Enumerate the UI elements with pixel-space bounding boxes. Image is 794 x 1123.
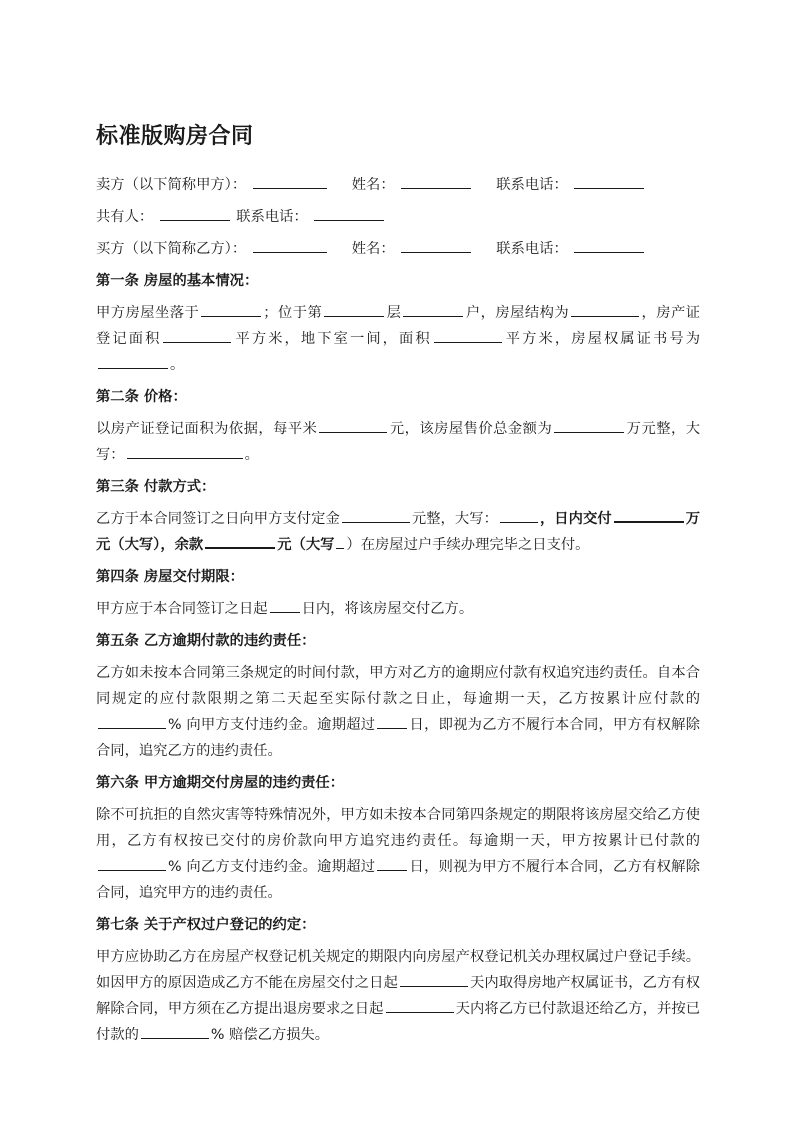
article-3-body: 乙方于本合同签订之日向甲方支付定金 元整，大写： ，日内交付 万元（大写），余款 元（大写 ）在房屋过户手续办理完毕之日支付。 (96, 506, 700, 558)
buyer-label: 买方（以下简称乙方）： (96, 241, 247, 257)
document-title: 标准版购房合同 (96, 124, 254, 149)
floor-blank[interactable] (324, 301, 384, 317)
seller-label: 卖方（以下简称甲方）： (96, 177, 247, 193)
buyer-penalty-rate-blank[interactable] (98, 713, 166, 729)
buyer-phone-label: 联系电话： (496, 241, 568, 257)
coowner-label: 共有人： (96, 209, 154, 225)
balance-words-blank[interactable] (336, 533, 344, 549)
article-7-body: 甲方应协助乙方在房屋产权登记机关规定的期限内向房屋产权登记机关办理权属过户登记手续。如因甲方的原因造成乙方不能在房屋交付之日起 天内取得房地产权属证书，乙方有权解除合同，甲方须在乙方提出退房要求之日起 天内将乙方已付款退还给乙方，并按已付款的 % 赔偿乙方损失。 (96, 949, 701, 1043)
article-3-heading: 第三条 付款方式： (96, 479, 216, 495)
balance-blank[interactable] (205, 532, 275, 549)
delivery-days-blank[interactable] (270, 597, 300, 613)
seller-name-label: 姓名： (351, 177, 395, 193)
seller-overdue-days-blank[interactable] (377, 855, 407, 871)
coowner-blank[interactable] (160, 205, 230, 221)
buyer-name-label: 姓名： (351, 241, 395, 257)
article-4-heading: 第四条 房屋交付期限： (96, 569, 244, 585)
refund-days-blank[interactable] (386, 997, 454, 1013)
unit-price-blank[interactable] (319, 417, 387, 433)
compensation-rate-blank[interactable] (141, 1023, 209, 1039)
coowner-phone-blank[interactable] (314, 205, 384, 221)
article-6-body: 除不可抗拒的自然灾害等特殊情况外，甲方如未按本合同第四条规定的期限将该房屋交给乙方使用，乙方有权按已交付的房价款向甲方追究违约责任。每逾期一天，甲方按累计已付款的% 向乙方支付违约金。逾期超过 日，则视为甲方不履行本合同，乙方有权解除合同，追究甲方的违约责任。 (96, 807, 700, 901)
total-price-blank[interactable] (554, 417, 624, 433)
coowner-line (96, 204, 700, 230)
seller-phone-label: 联系电话： (496, 177, 568, 193)
total-price-words-blank[interactable] (127, 443, 243, 459)
title-certificate-days-blank[interactable] (400, 971, 468, 987)
seller-name-blank[interactable] (401, 173, 471, 189)
buyer-line (96, 236, 700, 262)
basement-area-blank[interactable] (434, 327, 502, 343)
seller-blank[interactable] (253, 173, 327, 189)
certificate-number-blank[interactable] (98, 353, 168, 369)
seller-line (96, 172, 700, 198)
area-blank[interactable] (163, 327, 231, 343)
location-blank[interactable] (201, 301, 261, 317)
article-1-body: 甲方房屋坐落于 ；位于第 层 户，房屋结构为 ，房产证登记面积 平方米，地下室一间，面积 平方米，房屋权属证书号为。 (96, 300, 700, 378)
article-2-heading: 第二条 价格： (96, 389, 187, 405)
buyer-overdue-days-blank[interactable] (377, 713, 407, 729)
article-7-heading: 第七条 关于产权过户登记的约定： (96, 917, 316, 933)
coowner-phone-label: 联系电话： (236, 209, 308, 225)
deposit-words-blank[interactable] (500, 507, 538, 523)
installment-blank[interactable] (614, 506, 684, 523)
seller-penalty-rate-blank[interactable] (98, 855, 166, 871)
article-4-body: 甲方应于本合同签订之日起 日内，将该房屋交付乙方。 (96, 596, 700, 622)
buyer-phone-blank[interactable] (574, 237, 644, 253)
deposit-blank[interactable] (342, 507, 410, 523)
article-5-body: 乙方如未按本合同第三条规定的时间付款，甲方对乙方的逾期应付款有权追究违约责任。自本合同规定的应付款限期之第二天起至实际付款之日止，每逾期一天，乙方按累计应付款的% 向甲方支付违约金。逾期超过 日，即视为乙方不履行本合同，甲方有权解除合同，追究乙方的违约责任。 (96, 665, 700, 759)
article-5-heading: 第五条 乙方逾期付款的违约责任： (96, 633, 316, 649)
article-6-heading: 第六条 甲方逾期交付房屋的违约责任： (96, 775, 345, 791)
structure-blank[interactable] (571, 301, 639, 317)
unit-blank[interactable] (403, 301, 463, 317)
buyer-blank[interactable] (253, 237, 327, 253)
article-2-body: 以房产证登记面积为依据，每平米 元，该房屋售价总金额为 万元整，大写： 。 (96, 416, 700, 468)
buyer-name-blank[interactable] (401, 237, 471, 253)
article-1-heading: 第一条 房屋的基本情况： (96, 273, 259, 289)
seller-phone-blank[interactable] (574, 173, 644, 189)
